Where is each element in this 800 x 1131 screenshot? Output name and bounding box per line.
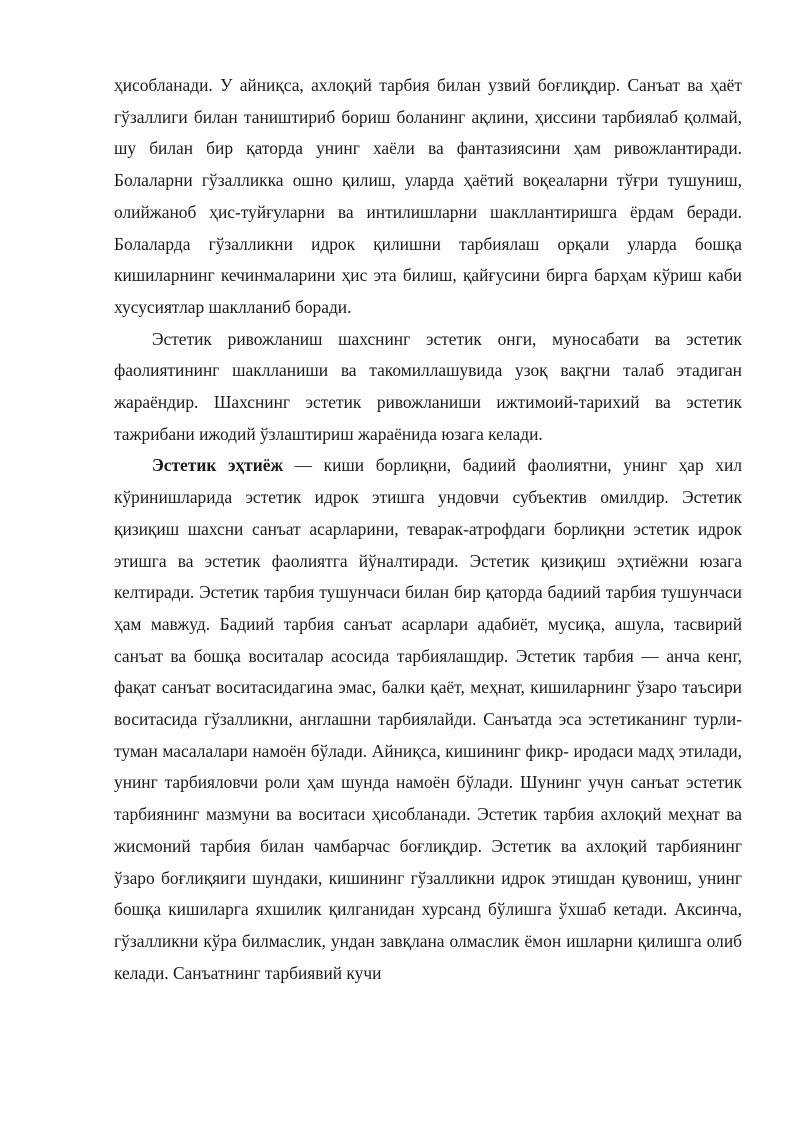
paragraph-1 (114, 70, 742, 324)
document-page (114, 70, 742, 989)
paragraph-2 (114, 324, 742, 451)
paragraph-1-text: ҳисобланади. У айниқса, ахлоқий тарбия билан узвий боғлиқдир. Санъат ва ҳаёт гўзаллиги билан таништириб бориш боланинг ақлини, ҳиссини тарбиялаб қолмай, шу билан бир қаторда унинг хаёли ва фантазиясини ҳам ривожлантиради. Болаларни гўзалликка ошно қилиш, уларда ҳаётий воқеаларни тўғри тушуниш, олийжаноб ҳис-туйғуларни ва интилишларни шакллантиришга ёрдам беради. Болаларда гўзалликни идрок қилишни тарбиялаш орқали уларда бошқа кишиларнинг кечинмаларини ҳис эта билиш, қайғусини бирга барҳам кўриш каби хусусиятлар шаклланиб боради. (114, 75, 742, 317)
paragraph-3-text: — киши борлиқни, бадиий фаолиятни, унинг ҳар хил кўринишларида эстетик идрок этишга ундовчи субъектив омилдир. Эстетик қизиқиш шахсни санъат асарларини, теварак-атрофдаги борлиқни эстетик идрок этишга ва эстетик фаолиятга йўналтиради. Эстетик қизиқиш эҳтиёжни юзага келтиради. Эстетик тарбия тушунчаси билан бир қаторда бадиий тарбия тушунчаси ҳам мавжуд. Бадиий тарбия санъат асарлари адабиёт, мусиқа, ашула, тасвирий санъат ва бошқа воситалар асосида тарбиялашдир. Эстетик тарбия — анча кенг, фақат санъат воситасидагина эмас, балки қаёт, меҳнат, кишиларнинг ўзаро таъсири воситасида гўзалликни, англашни тарбиялайди. Санъатда эса эстетиканинг турли-туман масалалари намоён бўлади. Айниқса, кишининг фикр- иродаси мадҳ этилади, унинг тарбияловчи роли ҳам шунда намоён бўлади. Шунинг учун санъат эстетик тарбиянинг мазмуни ва воситаси ҳисобланади. Эстетик тарбия ахлоқий меҳнат ва жисмоний тарбия билан чамбарчас боғлиқдир. Эстетик ва ахлоқий тарбиянинг ўзаро боғлиқяиги шундаки, кишининг гўзалликни идрок этишдан қувониш, унинг бошқа кишиларга яхшилик қилганидан хурсанд бўлишга ўхшаб кетади. Аксинча, гўзалликни кўра билмаслик, ундан завқлана олмаслик ёмон ишларни қилишга олиб келади. Санъатнинг тарбиявий кучи (114, 455, 742, 983)
defined-term: Эстетик эҳтиёж (152, 455, 284, 476)
paragraph-2-text: Эстетик ривожланиш шахснинг эстетик онги, муносабати ва эстетик фаолиятининг шаклланиши ва такомиллашувида узоқ вақгни талаб этадиган жараёндир. Шахснинг эстетик ривожланиши ижтимоий-тарихий ва эстетик тажрибани ижодий ўзлаштириш жараёнида юзага келади. (114, 328, 742, 444)
paragraph-3 (114, 450, 742, 989)
